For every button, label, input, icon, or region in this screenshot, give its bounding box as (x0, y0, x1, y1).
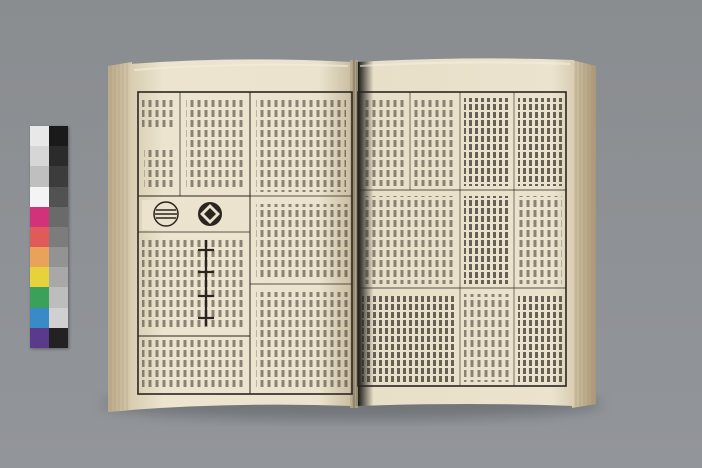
color-patch (49, 126, 68, 146)
color-patch (30, 247, 49, 267)
color-patch (49, 287, 68, 307)
color-calibration-strip (30, 126, 68, 348)
color-patch (30, 207, 49, 227)
color-patch (30, 187, 49, 207)
color-patch (49, 308, 68, 328)
family-crests (142, 200, 246, 230)
color-patch (30, 287, 49, 307)
color-patch (49, 207, 68, 227)
color-patch (30, 328, 49, 348)
color-patch (30, 146, 49, 166)
color-patch (30, 308, 49, 328)
color-patch (30, 267, 49, 287)
color-patch (49, 267, 68, 287)
color-patch (49, 227, 68, 247)
color-patch (30, 126, 49, 146)
color-patch (30, 166, 49, 186)
color-patch (49, 187, 68, 207)
color-patch (30, 227, 49, 247)
color-patch (49, 166, 68, 186)
color-patch (49, 247, 68, 267)
color-patch (49, 328, 68, 348)
color-patch (49, 146, 68, 166)
